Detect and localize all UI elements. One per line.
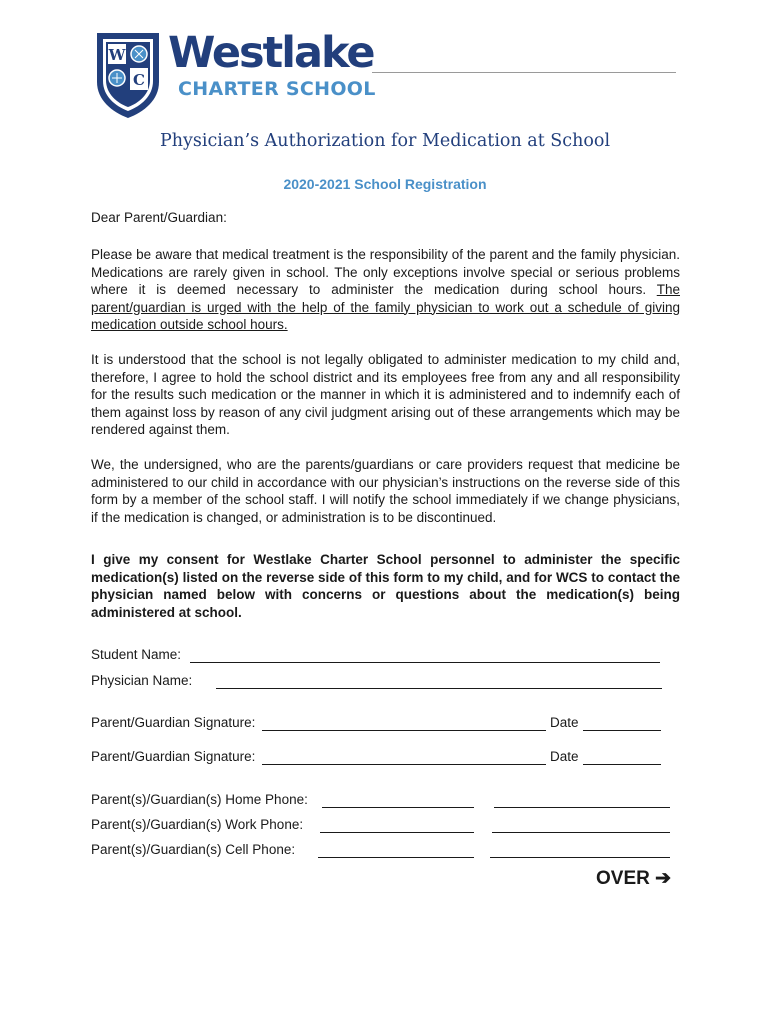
signature-2-label: Parent/Guardian Signature: (91, 749, 256, 764)
over-indicator (596, 867, 671, 890)
signature-1-label: Parent/Guardian Signature: (91, 715, 256, 730)
student-name-line[interactable] (190, 662, 660, 663)
work-phone-line-1[interactable] (320, 832, 474, 833)
consent-paragraph: I give my consent for Westlake Charter School personnel to administer the specific medication(s) listed on the reverse side of this form to my child, and for WCS to contact the physician named below with concerns or questions about the medication(s) being administered at school. (91, 552, 680, 620)
cell-phone-line-1[interactable] (318, 857, 474, 858)
cell-phone-label: Parent(s)/Guardian(s) Cell Phone: (91, 842, 296, 857)
over-label: OVER (596, 868, 650, 889)
work-phone-line-2[interactable] (492, 832, 670, 833)
logo-letter-w: W (108, 46, 126, 64)
date-2-label: Date (550, 749, 579, 764)
header-divider (372, 72, 676, 73)
request-paragraph: We, the undersigned, who are the parents/guardians or care providers request that medicine be administered to our child in accordance with our physician’s instructions on the reverse side of this form by a member of the school staff. I will notify the school immediately if we change physicians, if the medication is changed, or administration is to be discontinued. (91, 457, 680, 525)
home-phone-line-1[interactable] (322, 807, 474, 808)
logo-subtitle: CHARTER SCHOOL (178, 78, 376, 100)
responsibility-text: Please be aware that medical treatment is the responsibility of the parent and the family physician. Medications are rarely given in school. The only exceptions involve special or serious problems where it is deemed necessary to administer the medication during school hours. (91, 247, 680, 297)
date-2-line[interactable] (583, 764, 661, 765)
signature-2-line[interactable] (262, 764, 546, 765)
cell-phone-line-2[interactable] (490, 857, 670, 858)
home-phone-line-2[interactable] (494, 807, 670, 808)
liability-paragraph: It is understood that the school is not legally obligated to administer medication to my child and, therefore, I agree to hold the school district and its employees free from any and all responsibility for the results such medication or the manner in which it is administered and to indemnify each of them against loss by reason of any civil judgment arising out of these arrangements which may be rendered against them. (91, 352, 680, 437)
physician-name-label: Physician Name: (91, 673, 193, 688)
student-name-label: Student Name: (91, 647, 182, 662)
document-subtitle: 2020-2021 School Registration (283, 176, 487, 192)
home-phone-label: Parent(s)/Guardian(s) Home Phone: (91, 792, 308, 807)
logo-wordmark: Westlake (168, 28, 374, 78)
date-1-line[interactable] (583, 730, 661, 731)
logo-letter-c: C (133, 71, 145, 89)
shield-crest-icon (94, 30, 162, 120)
physician-name-line[interactable] (216, 688, 662, 689)
underlined-guidance: The parent/guardian is urged with the help of the family physician to work out a schedule of giving medication outside school hours. (91, 282, 680, 332)
document-title: Physician’s Authorization for Medication at School (159, 131, 611, 151)
work-phone-label: Parent(s)/Guardian(s) Work Phone: (91, 817, 304, 832)
signature-1-line[interactable] (262, 730, 546, 731)
salutation: Dear Parent/Guardian: (91, 210, 227, 225)
arrow-right-icon: ➔ (655, 868, 672, 889)
date-1-label: Date (550, 715, 579, 730)
responsibility-paragraph (91, 246, 680, 334)
